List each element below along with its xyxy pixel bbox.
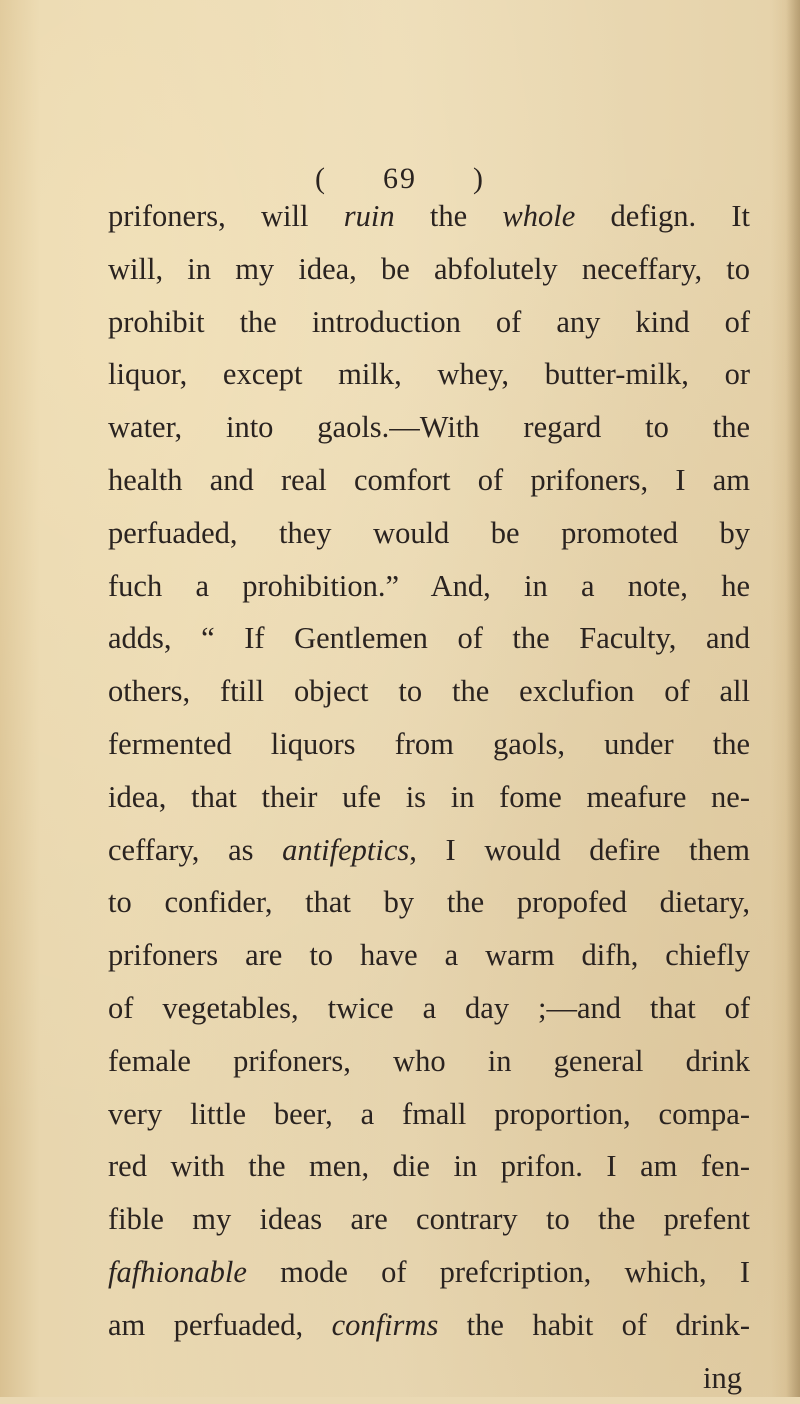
text-line-16: of vegetables, twice a day ;—and that of: [108, 990, 750, 1025]
text-line-11: fermented liquors from gaols, under the: [108, 726, 750, 761]
text-line-21: fafhionable mode of prefcription, which, I: [108, 1254, 750, 1289]
text-line-4: liquor, except milk, whey, butter-milk, or: [108, 357, 750, 392]
text-line-19: red with the men, die in prifon. I am fen-: [108, 1149, 750, 1184]
text-line-20: fible my ideas are contrary to the prefent: [108, 1202, 750, 1237]
text-line-7: perfuaded, they would be promoted by: [108, 515, 750, 550]
text-line-22: am perfuaded, confirms the habit of drink-: [108, 1307, 750, 1342]
text-line-12: idea, that their ufe is in fome meafure ne-: [108, 779, 750, 814]
text-line-8: fuch a prohibition.” And, in a note, he: [108, 568, 750, 603]
text-line-6: health and real comfort of prifoners, I am: [108, 462, 750, 497]
catchword: ing: [703, 1360, 742, 1395]
text-line-9: adds, “ If Gentlemen of the Faculty, and: [108, 621, 750, 656]
text-line-5: water, into gaols.—With regard to the: [108, 410, 750, 445]
page-edge-shadow: [786, 0, 800, 1397]
right-paren: ): [473, 162, 485, 195]
text-line-14: to confider, that by the propofed dietary,: [108, 885, 750, 920]
text-line-2: will, in my idea, be abfolutely neceffary, to: [108, 251, 750, 286]
text-line-18: very little beer, a fmall proportion, compa-: [108, 1096, 750, 1131]
page-number: 69: [383, 162, 417, 195]
text-line-15: prifoners are to have a warm difh, chiefly: [108, 938, 750, 973]
left-paren: (: [315, 162, 327, 195]
text-line-17: female prifoners, who in general drink: [108, 1043, 750, 1078]
text-line-1: prifoners, will ruin the whole defign. It: [108, 199, 750, 233]
body-text: [108, 190, 750, 1404]
text-line-3: prohibit the introduction of any kind of: [108, 304, 750, 339]
text-line-13: ceffary, as antifeptics, I would defire them: [108, 832, 750, 867]
text-line-10: others, ftill object to the exclufion of all: [108, 674, 750, 709]
